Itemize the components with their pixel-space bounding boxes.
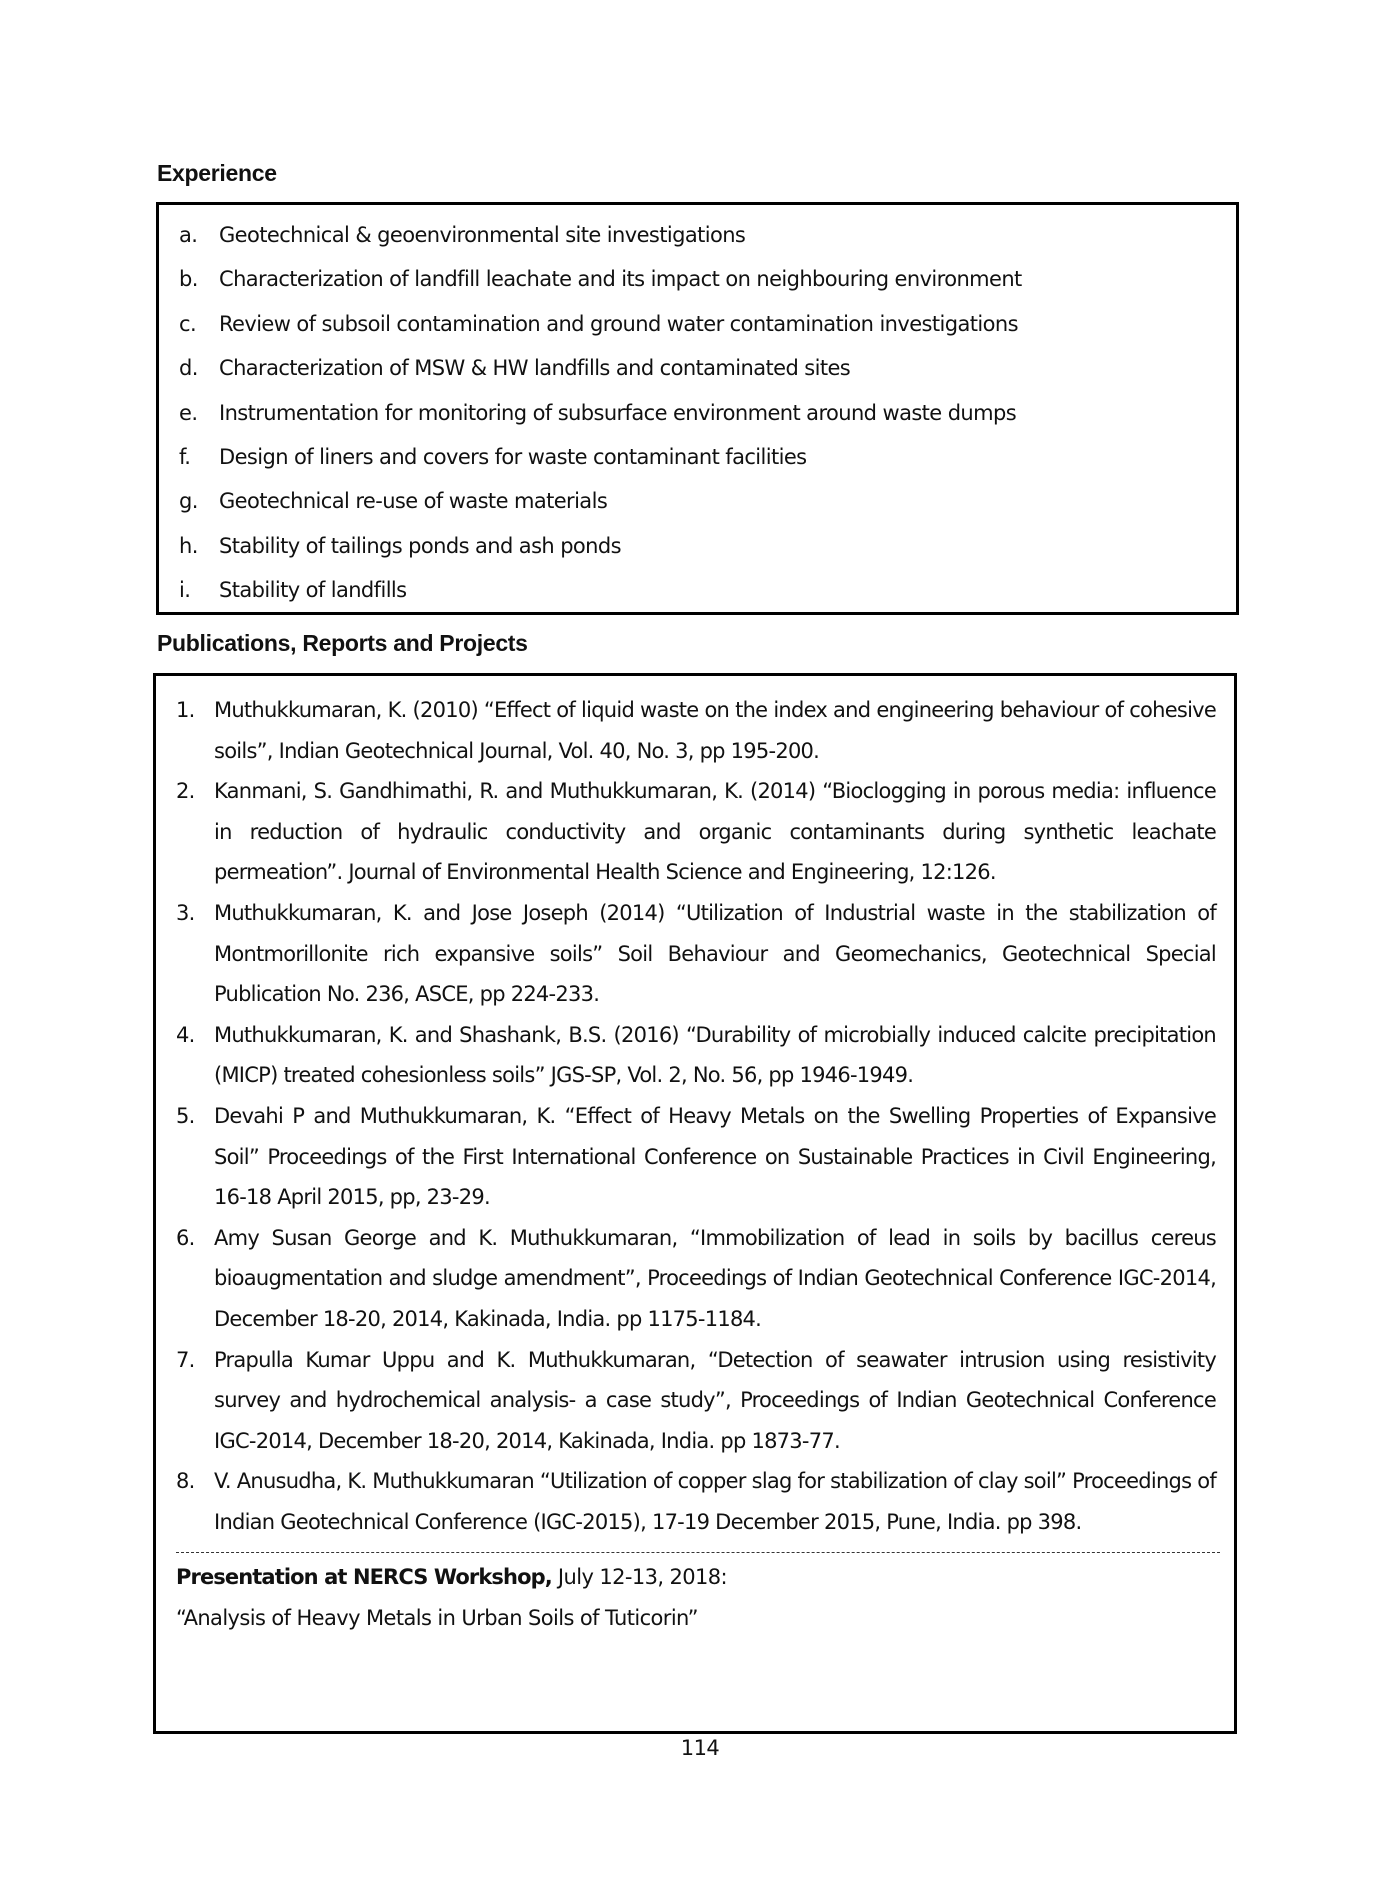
publication-item	[176, 1015, 1216, 1096]
publication-item	[176, 1340, 1216, 1462]
presentation-entry	[156, 1553, 1234, 1638]
list-marker: 6.	[176, 1225, 195, 1250]
list-marker: h.	[179, 533, 198, 558]
publication-citation: Kanmani, S. Gandhimathi, R. and Muthukkumaran, K. (2014) “Bioclogging in porous media: influence in reduction of hydraulic conductivity and organic contaminants during synthetic leachate permeation”. Journal of Environmental Health Science and Engineering, 12:126.	[214, 779, 1216, 885]
experience-item	[159, 350, 1236, 394]
list-marker: 8.	[176, 1469, 195, 1494]
publication-item	[176, 893, 1216, 1015]
list-marker: i.	[179, 578, 191, 603]
list-marker: 4.	[176, 1022, 195, 1047]
experience-item	[159, 306, 1236, 350]
list-marker: 2.	[176, 779, 195, 804]
list-marker: d.	[179, 356, 198, 381]
experience-box	[156, 202, 1239, 615]
presentation-title: “Analysis of Heavy Metals in Urban Soils of Tuticorin”	[176, 1606, 698, 1631]
publications-list	[156, 690, 1234, 1542]
publication-item	[176, 1461, 1216, 1542]
publication-citation: Muthukkumaran, K. and Jose Joseph (2014) “Utilization of Industrial waste in the stabilization of Montmorillonite rich expansive soils” Soil Behaviour and Geomechanics, Geotechnical Special Publication No. 236, ASCE, pp 224-233.	[214, 900, 1216, 1007]
experience-item-text: Geotechnical & geoenvironmental site investigations	[219, 223, 746, 247]
list-marker: 7.	[176, 1347, 195, 1372]
publication-item	[176, 1218, 1216, 1340]
list-marker: 5.	[176, 1103, 195, 1128]
experience-item-text: Stability of landfills	[219, 578, 407, 603]
list-marker: b.	[179, 267, 198, 292]
publication-item	[176, 771, 1216, 893]
experience-item	[159, 395, 1236, 439]
publication-citation: Muthukkumaran, K. (2010) “Effect of liquid waste on the index and engineering behaviour of cohesive soils”, Indian Geotechnical Journal, Vol. 40, No. 3, pp 195-200.	[214, 698, 1216, 763]
publications-heading: Publications, Reports and Projects	[157, 630, 528, 656]
experience-item	[159, 217, 1236, 261]
experience-item-text: Design of liners and covers for waste contaminant facilities	[219, 444, 807, 469]
experience-item	[159, 261, 1236, 305]
publication-citation: Muthukkumaran, K. and Shashank, B.S. (2016) “Durability of microbially induced calcite precipitation (MICP) treated cohesionless soils” JGS-SP, Vol. 2, No. 56, pp 1946-1949.	[214, 1022, 1216, 1088]
list-marker: f.	[179, 444, 191, 469]
list-marker: g.	[179, 489, 198, 514]
list-marker: c.	[179, 311, 197, 336]
page-number: 114	[680, 1736, 720, 1760]
experience-item-text: Characterization of MSW & HW landfills and contaminated sites	[219, 356, 851, 381]
experience-item	[159, 572, 1236, 616]
presentation-date: July 12-13, 2018:	[551, 1565, 728, 1590]
presentation-venue: Presentation at NERCS Workshop,	[176, 1565, 552, 1590]
publication-item	[176, 690, 1216, 771]
list-marker: e.	[179, 400, 198, 425]
experience-item	[159, 483, 1236, 527]
publication-item	[176, 1096, 1216, 1218]
experience-item-text: Stability of tailings ponds and ash ponds	[219, 533, 621, 558]
publication-citation: Amy Susan George and K. Muthukkumaran, “Immobilization of lead in soils by bacillus cereus bioaugmentation and sludge amendment”, Proceedings of Indian Geotechnical Conference IGC-2014, December 18-20, 2014, Kakinada, India. pp 1175-1184.	[214, 1225, 1216, 1331]
list-marker: 3.	[176, 900, 195, 925]
experience-item	[159, 528, 1236, 572]
list-marker: a.	[179, 223, 198, 247]
publication-citation: Prapulla Kumar Uppu and K. Muthukkumaran, “Detection of seawater intrusion using resistivity survey and hydrochemical analysis- a case study”, Proceedings of Indian Geotechnical Conference IGC-2014, December 18-20, 2014, Kakinada, India. pp 1873-77.	[214, 1347, 1216, 1453]
experience-item	[159, 439, 1236, 483]
publication-citation: V. Anusudha, K. Muthukkumaran “Utilization of copper slag for stabilization of clay soil” Proceedings of Indian Geotechnical Conference (IGC-2015), 17-19 December 2015, Pune, India. pp 398.	[214, 1469, 1216, 1534]
presentation-header	[176, 1557, 1234, 1598]
experience-item-text: Review of subsoil contamination and ground water contamination investigations	[219, 311, 1018, 336]
experience-heading: Experience	[157, 160, 277, 186]
publication-citation: Devahi P and Muthukkumaran, K. “Effect of Heavy Metals on the Swelling Properties of Expansive Soil” Proceedings of the First International Conference on Sustainable Practices in Civil Engineering, 16-18 April 2015, pp, 23-29.	[214, 1103, 1216, 1210]
experience-list	[159, 217, 1236, 617]
experience-item-text: Characterization of landfill leachate and its impact on neighbouring environment	[219, 267, 1022, 292]
experience-item-text: Instrumentation for monitoring of subsurface environment around waste dumps	[219, 400, 1017, 425]
experience-item-text: Geotechnical re-use of waste materials	[219, 489, 608, 514]
list-marker: 1.	[176, 698, 195, 722]
publications-box	[153, 673, 1237, 1734]
